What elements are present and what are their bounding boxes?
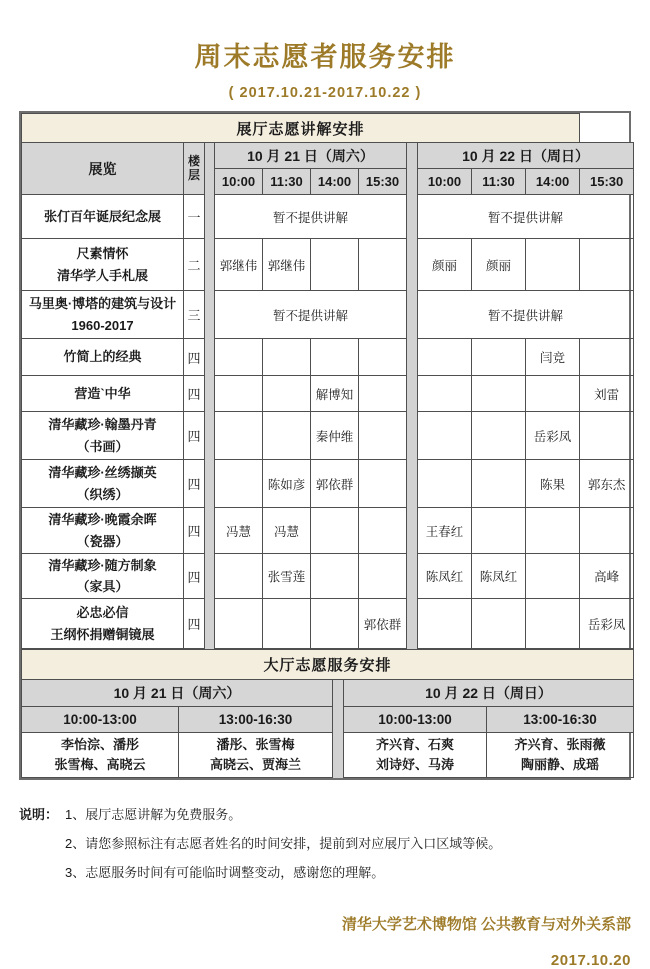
no-service-cell: 暂不提供讲解 [418,291,634,339]
exhibition-name: 清华藏珍·丝绣撷英 （织绣） [22,460,184,508]
volunteer-cell-sun-0 [418,460,472,508]
volunteer-cell-sun-3: 刘雷 [580,376,634,412]
volunteer-cell-sun-1: 陈凤红 [472,554,526,599]
volunteer-cell-sun-3 [580,239,634,291]
volunteer-cell-sun-0: 颜丽 [418,239,472,291]
volunteer-cell-sun-1 [472,376,526,412]
volunteer-cell-sun-2: 岳彩凤 [526,412,580,460]
volunteer-cell-sun-1: 颜丽 [472,239,526,291]
volunteer-cell-sun-2: 闫竞 [526,339,580,376]
volunteer-cell-sat-1: 冯慧 [263,508,311,554]
floor-number: 四 [184,554,205,599]
volunteer-cell-sat-2 [311,599,359,649]
exhibit-table-body [22,114,634,649]
time-header-sat-1: 11:30 [263,169,311,195]
volunteer-cell-sat-2: 秦仲维 [311,412,359,460]
floor-number: 三 [184,291,205,339]
floor-number: 二 [184,239,205,291]
volunteer-cell-sat-3 [359,412,407,460]
volunteer-cell-sat-1 [263,376,311,412]
volunteer-cell-sat-2 [311,554,359,599]
time-header-sat-3: 15:30 [359,169,407,195]
group-divider-right [407,143,418,649]
floor-number: 四 [184,508,205,554]
day-header-sunday: 10 月 22 日（周日） [418,143,634,169]
volunteer-cell-sun-2: 陈果 [526,460,580,508]
column-header-floor: 楼 层 [184,143,205,195]
lobby-day-header-saturday: 10 月 21 日（周六） [22,680,333,707]
day-header-saturday: 10 月 21 日（周六） [215,143,407,169]
volunteer-cell-sat-3 [359,508,407,554]
volunteer-cell-sat-2: 解博知 [311,376,359,412]
footer-date: 2017.10.20 [550,952,631,969]
time-header-sat-0: 10:00 [215,169,263,195]
lobby-volunteers-0-0: 李怡淙、潘彤 张雪梅、高晓云 [22,733,179,778]
volunteer-cell-sat-2 [311,339,359,376]
page-subtitle: ( 2017.10.21-2017.10.22 ) [228,85,422,101]
volunteer-cell-sat-1 [263,339,311,376]
volunteer-cell-sat-1: 张雪莲 [263,554,311,599]
floor-number: 四 [184,460,205,508]
volunteer-cell-sat-3: 郭依群 [359,599,407,649]
note-item-1: 1、展厅志愿讲解为免费服务。 [65,807,242,822]
volunteer-cell-sun-1 [472,508,526,554]
exhibition-name: 尺素情怀 清华学人手札展 [22,239,184,291]
lobby-volunteers-1-0: 齐兴育、石爽 刘诗妤、马涛 [344,733,487,778]
volunteer-cell-sun-1 [472,460,526,508]
lobby-group-divider [333,680,344,778]
exhibition-name: 必忠必信 王纲怀捐赠铜镜展 [22,599,184,649]
floor-number: 四 [184,339,205,376]
exhibition-name: 清华藏珍·晚霞余晖 （瓷器） [22,508,184,554]
volunteer-cell-sun-2 [526,554,580,599]
schedule-sheet [19,111,631,780]
volunteer-cell-sat-3 [359,460,407,508]
volunteer-cell-sat-3 [359,554,407,599]
volunteer-cell-sun-0 [418,412,472,460]
volunteer-cell-sat-0 [215,339,263,376]
exhibition-name: 张仃百年诞辰纪念展 [22,195,184,239]
volunteer-cell-sat-3 [359,339,407,376]
no-service-cell: 暂不提供讲解 [215,291,407,339]
lobby-volunteers-0-1: 潘彤、张雪梅 高晓云、贾海兰 [179,733,333,778]
exhibition-name: 马里奥·博塔的建筑与设计 1960-2017 [22,291,184,339]
time-header-sun-0: 10:00 [418,169,472,195]
floor-number: 四 [184,599,205,649]
volunteer-cell-sat-3 [359,239,407,291]
volunteer-cell-sat-0 [215,412,263,460]
volunteer-cell-sun-1 [472,339,526,376]
volunteer-cell-sat-0 [215,460,263,508]
lobby-day-header-sunday: 10 月 22 日（周日） [344,680,634,707]
volunteer-cell-sun-1 [472,599,526,649]
volunteer-cell-sun-0: 王春红 [418,508,472,554]
time-header-sun-2: 14:00 [526,169,580,195]
exhibition-name: 营造`中华 [22,376,184,412]
volunteer-cell-sun-0: 陈凤红 [418,554,472,599]
volunteer-cell-sat-0: 冯慧 [215,508,263,554]
floor-number: 四 [184,412,205,460]
volunteer-cell-sat-0 [215,599,263,649]
volunteer-cell-sun-0 [418,339,472,376]
lobby-table [21,649,634,778]
no-service-cell: 暂不提供讲解 [215,195,407,239]
volunteer-cell-sun-3: 岳彩凤 [580,599,634,649]
exhibition-name: 清华藏珍·随方制象 （家具） [22,554,184,599]
volunteer-cell-sun-3: 高峰 [580,554,634,599]
volunteer-cell-sun-2 [526,508,580,554]
volunteer-cell-sun-2 [526,376,580,412]
exhibit-table [21,113,634,649]
volunteer-cell-sat-1 [263,412,311,460]
volunteer-cell-sun-0 [418,599,472,649]
volunteer-cell-sun-2 [526,239,580,291]
volunteer-cell-sun-3 [580,412,634,460]
volunteer-cell-sat-0 [215,554,263,599]
time-header-sun-1: 11:30 [472,169,526,195]
note-item-2: 2、请您参照标注有志愿者姓名的时间安排，提前到对应展厅入口区域等候。 [65,836,502,851]
volunteer-cell-sat-0: 郭继伟 [215,239,263,291]
column-header-exhibition: 展览 [22,143,184,195]
volunteer-cell-sun-1 [472,412,526,460]
notes-items [65,800,631,887]
volunteer-cell-sat-1: 郭继伟 [263,239,311,291]
floor-number: 一 [184,195,205,239]
time-header-sun-3: 15:30 [580,169,634,195]
exhibit-section-title: 展厅志愿讲解安排 [22,114,580,143]
volunteer-cell-sat-2: 郭依群 [311,460,359,508]
volunteer-cell-sun-0 [418,376,472,412]
volunteer-cell-sun-3 [580,508,634,554]
volunteer-cell-sat-1: 陈如彦 [263,460,311,508]
volunteer-cell-sat-0 [215,376,263,412]
lobby-time-header-0-1: 13:00-16:30 [179,707,333,733]
time-header-sat-2: 14:00 [311,169,359,195]
exhibition-name: 竹简上的经典 [22,339,184,376]
lobby-volunteers-1-1: 齐兴育、张雨薇 陶丽静、成瑶 [487,733,634,778]
volunteer-cell-sat-1 [263,599,311,649]
volunteer-cell-sun-3 [580,339,634,376]
exhibition-name: 清华藏珍·翰墨丹青 （书画） [22,412,184,460]
no-service-cell: 暂不提供讲解 [418,195,634,239]
lobby-time-header-0-0: 10:00-13:00 [22,707,179,733]
lobby-table-body [22,650,634,778]
volunteer-cell-sun-3: 郭东杰 [580,460,634,508]
floor-number: 四 [184,376,205,412]
volunteer-cell-sat-2 [311,508,359,554]
notes-label: 说明： [19,807,59,822]
note-item-3: 3、志愿服务时间有可能临时调整变动，感谢您的理解。 [65,865,385,880]
lobby-time-header-1-0: 10:00-13:00 [344,707,487,733]
volunteer-cell-sun-2 [526,599,580,649]
group-divider-left [205,143,215,649]
footer-organization: 清华大学艺术博物馆 公共教育与对外关系部 [341,916,631,933]
volunteer-cell-sat-2 [311,239,359,291]
volunteer-cell-sat-3 [359,376,407,412]
notes-section [19,800,631,887]
lobby-time-header-1-1: 13:00-16:30 [487,707,634,733]
page-title: 周末志愿者服务安排 [194,42,456,72]
lobby-section-title: 大厅志愿服务安排 [22,650,634,680]
